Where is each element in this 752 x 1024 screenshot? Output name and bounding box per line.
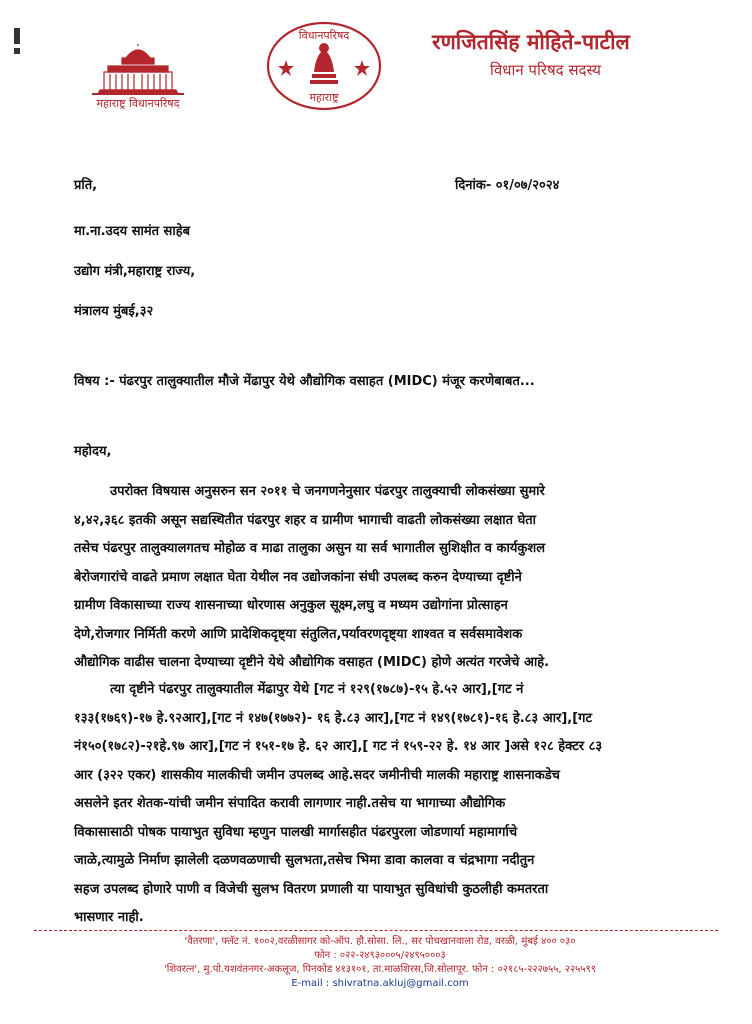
paragraph-line: सहज उपलब्द होणारे पाणी व विजेची सुलभ वितरण प्रणाली या पायाभुत सुविधांची कुठलीही कमतरता [74, 881, 549, 897]
paragraph-line: औद्योगिक वाढीस चालना देण्याच्या दृष्टीने येथे औद्योगिक वसाहत (MIDC) होणे अत्यंत गरजेचे आहे. [74, 655, 550, 670]
letter-date: दिनांक- ०१/०७/२०२४ [455, 178, 560, 193]
paragraph-line: त्या दृष्टीने पंढरपुर तालुक्यातील मेंढापुर येथे [गट नं १२९(१७८७)-१५ हे.५२ आर],[गट नं [110, 682, 524, 697]
seal-top-text: विधानपरिषद [298, 29, 350, 42]
subject-line: विषय :- पंढरपुर तालुक्यातील मौजे मेंढापुर येथे औद्योगिक वसाहत (MIDC) मंजूर करणेबाबत... [74, 374, 535, 389]
council-caption: महाराष्ट्र विधानपरिषद [96, 97, 180, 110]
paragraph-2 [74, 676, 684, 933]
vidhan-bhavan-building-icon [78, 44, 198, 96]
paragraph-line: १३३(१७६९)-१७ हे.९२आर],[गट नं १४७(१७७२)- १६ हे.८३ आर],[गट नं १४९(१७८१)-१६ हे.८३ आर],[गट [74, 710, 593, 726]
footer-address-akluj: 'शिवरत्न', मु.पो.यशवंतनगर-अकलूज, पिनकोड ४१३१०१, ता.माळशिरस,जि.सोलापूर. फोन : ०२१८५-२२२७५५, २२५५९९ [164, 964, 596, 975]
paragraph-line: बेरोजगारांचे वाढते प्रमाण लक्षात घेता येथील नव उद्योजकांना संधी उपलब्द करुन देण्याच्या दृष्टीने [74, 569, 522, 585]
footer-email: E-mail : shivratna.akluj@gmail.com [291, 978, 469, 989]
recipient-line: उद्योग मंत्री,महाराष्ट्र राज्य, [74, 264, 196, 279]
council-seal [264, 20, 384, 112]
scan-mark [14, 28, 20, 44]
paragraph-line: ग्रामीण विकासाच्या राज्य शासनाच्या धोरणास अनुकुल सूक्ष्म,लघु व मध्यम उद्योगांना प्रोत्साहन [74, 598, 508, 613]
footer-phone-mumbai: फोन : ०२२-२४९३०००५/२४९५०००३ [314, 950, 446, 961]
recipient-line: मंत्रालय मुंबई,३२ [74, 304, 154, 319]
sender-name: रणजितसिंह मोहिते-पाटील [432, 30, 630, 54]
paragraph-line: नं१५०(१७८२)-२१हे.९७ आर],[गट नं १५१-१७ हे. ६२ आर],[ गट नं १५९-२२ हे. १४ आर ]असे १२८ हेक्टर ८३ [74, 739, 603, 754]
scan-mark [14, 48, 20, 54]
paragraph-line: असलेने इतर शेतक-यांची जमीन संपादित करावी लागणार नाही.तसेच या भागाच्या औद्योगिक [74, 796, 506, 811]
paragraph-line: ४,४२,३६८ इतकी असून सद्यस्थितीत पंढरपुर शहर व ग्रामीण भागाची वाढती लोकसंख्या लक्षात घेता [74, 512, 537, 528]
seal-bottom-text: महाराष्ट्र [309, 91, 339, 104]
paragraph-line: तसेच पंढरपुर तालुक्यालगतच मोहोळ व माढा तालुका असुन या सर्व भागातील सुशिक्षीत व कार्यकुशल [74, 541, 546, 556]
paragraph-line: आर (३२२ एकर) शासकीय मालकीची जमीन उपलब्द आहे.सदर जमीनीची मालकी महाराष्ट्र शासनाकडेच [74, 767, 560, 783]
recipient-line: मा.ना.उदय सामंत साहेब [74, 224, 191, 239]
paragraph-1 [74, 478, 684, 678]
to-label: प्रति, [74, 178, 98, 193]
paragraph-line: जाळे,त्यामुळे निर्माण झालेली दळणवळणाची सुलभता,तसेच भिमा डावा कालवा व चंद्रभागा नदीतुन [74, 853, 535, 868]
paragraph-line: देणे,रोजगार निर्मिती करणे आणि प्रादेशिकदृष्ट्या संतुलित,पर्यावरणदृष्ट्या शाश्वत व सर्वसमावेशक [74, 626, 523, 642]
footer-divider [34, 930, 718, 931]
paragraph-line: उपरोक्त विषयास अनुसरुन सन २०११ चे जनगणनेनुसार पंढरपुर तालुक्याची लोकसंख्या सुमारे [110, 484, 545, 499]
vidhan-bhavan-logo [78, 44, 198, 116]
sender-title: विधान परिषद सदस्य [490, 61, 602, 79]
paragraph-line: भासणार नाही. [74, 910, 144, 925]
paragraph-line: विकासासाठी पोषक पायाभुत सुविधा म्हणुन पालखी मार्गासहीत पंढरपुरला जोडणार्या महामार्गाचे [74, 824, 518, 840]
salutation: महोदय, [74, 444, 112, 459]
footer-address-mumbai: 'वैतरणा', फ्लॅट नं. १००२,वरळीसागर को-ऑप. हौ.सोसा. लि., सर पोचखानवाला रोड, वरळी, मुंबई ४०० ०३० [184, 936, 576, 947]
